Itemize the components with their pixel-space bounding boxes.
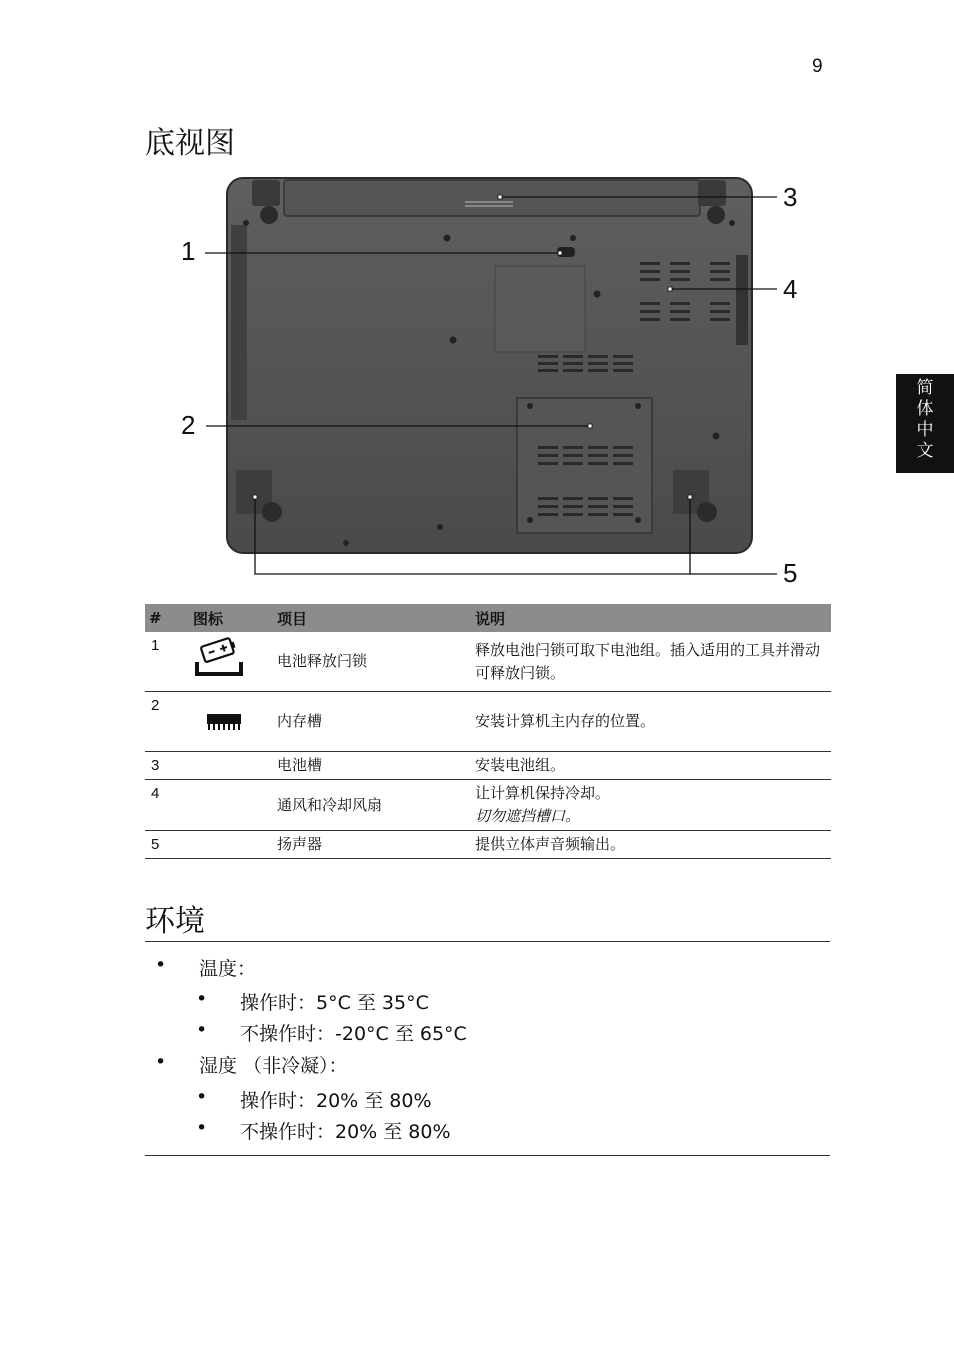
table-row [145, 780, 831, 831]
side-tab-char: 简 [916, 378, 934, 398]
table-row [145, 752, 831, 780]
table-header-row [145, 604, 831, 632]
divider [145, 941, 830, 942]
row-icon-cell [189, 831, 273, 859]
row-item: 扬声器 [273, 831, 471, 859]
row-item: 电池槽 [273, 752, 471, 780]
laptop-bottom-view-figure [170, 170, 810, 590]
header-item: 项目 [273, 604, 471, 632]
humidity-operating: 操作时：20% 至 80% [240, 1090, 432, 1112]
callout-1: 1 [181, 236, 196, 266]
bullet-icon: • [196, 1117, 208, 1139]
page-number: 9 [812, 56, 823, 77]
side-tab-char: 体 [916, 399, 934, 419]
row-description: 提供立体声音频输出。 [471, 831, 831, 859]
bullet-icon: • [196, 1019, 208, 1041]
row-description: 安装计算机主内存的位置。 [471, 692, 831, 752]
memory-module-icon [205, 706, 245, 736]
bottom-view-table [145, 604, 831, 859]
bullet-icon: • [155, 954, 167, 976]
callout-3: 3 [783, 182, 798, 212]
row-icon-cell [189, 692, 273, 752]
row-description-warning: 切勿遮挡槽口。 [475, 807, 581, 825]
row-number: 2 [145, 692, 189, 752]
callout-4: 4 [783, 274, 798, 304]
table-row [145, 632, 831, 692]
row-icon-cell [189, 780, 273, 831]
header-description: 说明 [471, 604, 831, 632]
row-icon-cell [189, 632, 273, 692]
bottom-view-heading: 底视图 [145, 126, 235, 161]
temperature-non-operating: 不操作时：-20°C 至 65°C [240, 1023, 467, 1045]
header-icon: 图标 [189, 604, 273, 632]
bullet-icon: • [196, 988, 208, 1010]
temperature-label: 温度： [199, 958, 257, 980]
table-row [145, 692, 831, 752]
row-description-cell [471, 780, 831, 831]
side-tab-char: 中 [916, 420, 934, 440]
bullet-icon: • [155, 1051, 167, 1073]
row-number: 5 [145, 831, 189, 859]
row-description: 让计算机保持冷却。 [475, 784, 611, 802]
row-number: 1 [145, 632, 189, 692]
row-number: 4 [145, 780, 189, 831]
humidity-label: 湿度 （非冷凝）： [199, 1055, 348, 1077]
temperature-operating: 操作时：5°C 至 35°C [240, 992, 429, 1014]
side-tab-char: 文 [916, 441, 934, 461]
row-item: 电池释放闩锁 [273, 632, 471, 692]
row-number: 3 [145, 752, 189, 780]
environment-heading: 环境 [145, 904, 205, 939]
callout-5: 5 [783, 558, 798, 588]
language-side-tab [896, 374, 954, 473]
header-number: # [145, 604, 189, 632]
row-description: 安装电池组。 [471, 752, 831, 780]
table-row [145, 831, 831, 859]
callout-2: 2 [181, 410, 196, 440]
row-description: 释放电池闩锁可取下电池组。插入适用的工具并滑动可释放闩锁。 [471, 632, 831, 692]
battery-release-latch-icon [193, 634, 245, 678]
row-item: 通风和冷却风扇 [273, 780, 471, 831]
bullet-icon: • [196, 1086, 208, 1108]
divider [145, 1155, 830, 1156]
row-item: 内存槽 [273, 692, 471, 752]
humidity-non-operating: 不操作时：20% 至 80% [240, 1121, 451, 1143]
row-icon-cell [189, 752, 273, 780]
